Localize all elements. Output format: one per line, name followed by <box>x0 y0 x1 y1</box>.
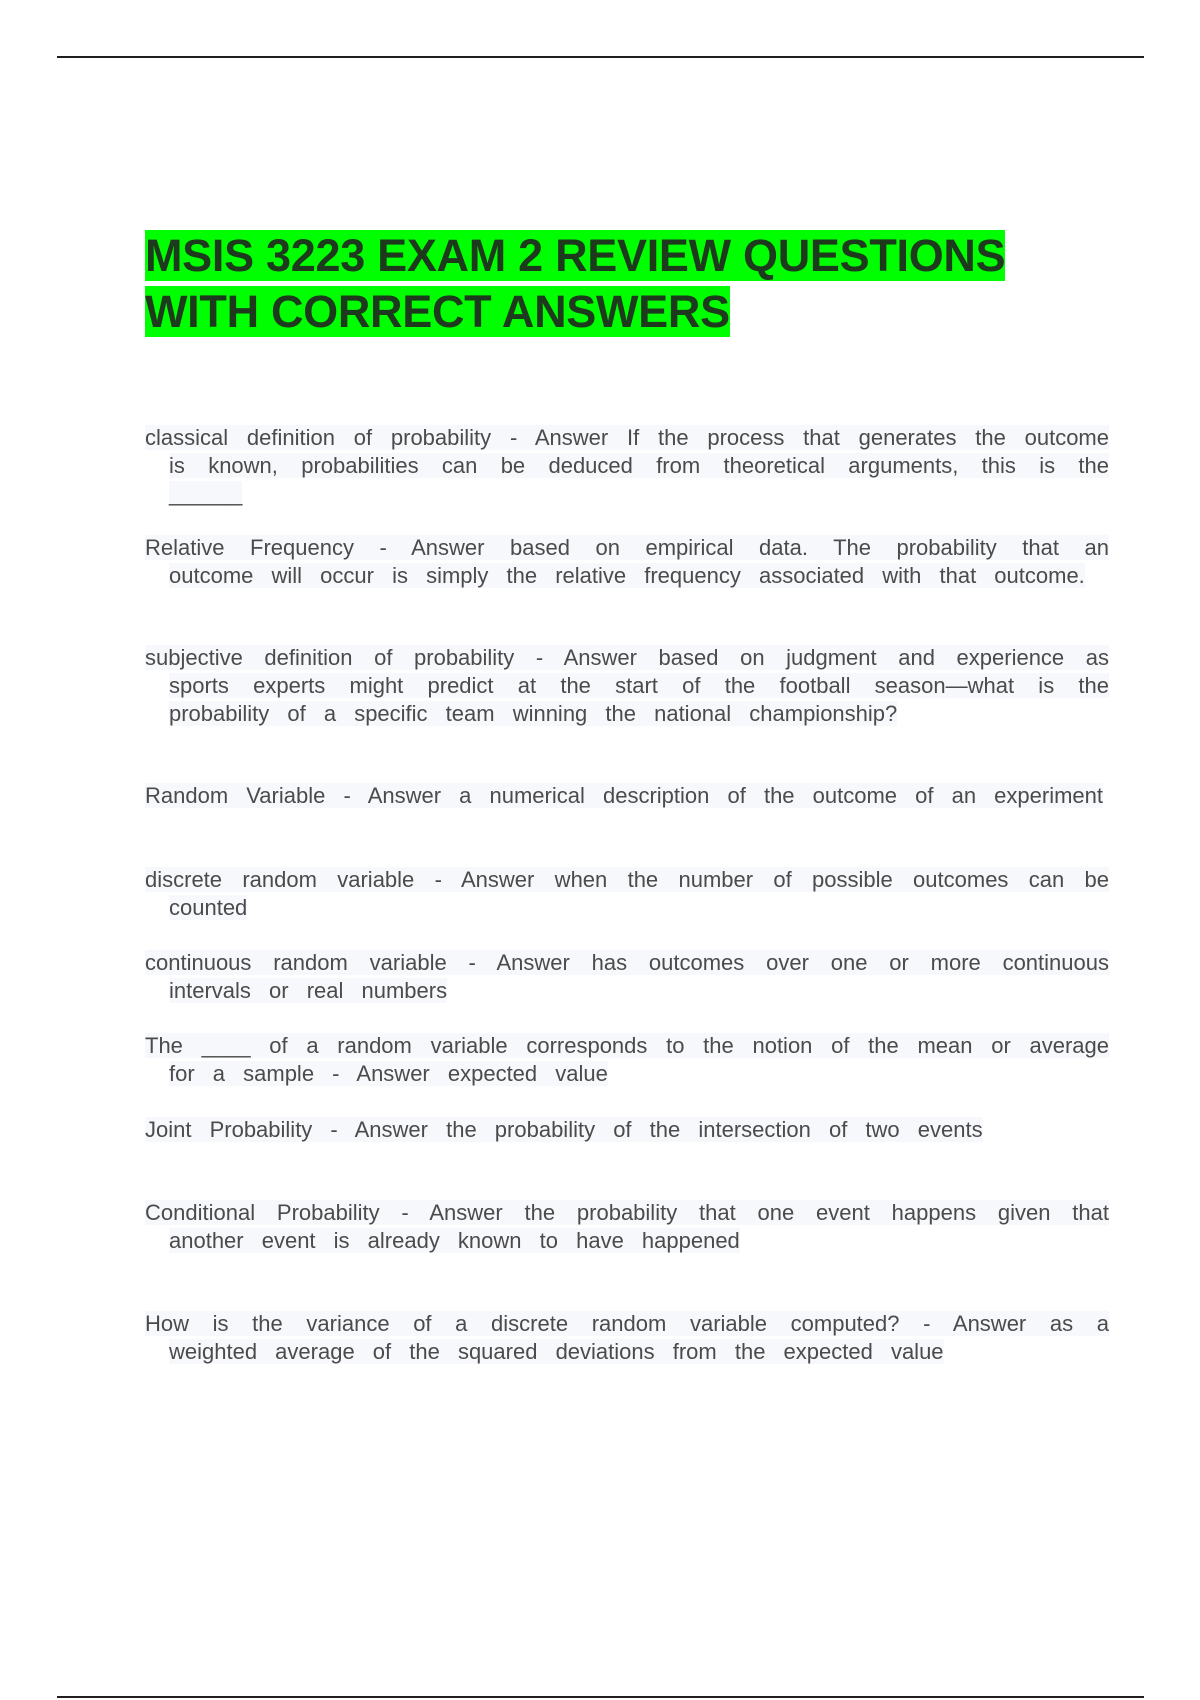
qa-item-relative-frequency <box>145 534 1109 590</box>
qa-item-discrete-random-variable <box>145 866 1109 922</box>
footer-rule <box>57 1696 1144 1698</box>
qa-text: continuous random variable - Answer has outcomes over one or more continuous intervals or real numbers <box>145 950 1109 1003</box>
qa-item-continuous-random-variable <box>145 949 1109 1005</box>
qa-text: Relative Frequency - Answer based on empirical data. The probability that an outcome will occur is simply the relative frequency associated with that outcome. <box>145 535 1109 588</box>
qa-item-conditional-probability <box>145 1199 1109 1255</box>
qa-item-subjective-probability <box>145 644 1109 728</box>
document-title <box>145 228 1085 340</box>
qa-text: Joint Probability - Answer the probability of the intersection of two events <box>145 1117 983 1142</box>
qa-text: subjective definition of probability - Answer based on judgment and experience as sports experts might predict at the start of the football season—what is the probability of a specific team winning the national championship? <box>145 645 1109 726</box>
qa-item-classical-probability <box>145 424 1109 508</box>
qa-item-joint-probability <box>145 1116 1109 1144</box>
qa-text: How is the variance of a discrete random variable computed? - Answer as a weighted average of the squared deviations from the expected value <box>145 1311 1109 1364</box>
qa-text: discrete random variable - Answer when the number of possible outcomes can be counted <box>145 867 1109 920</box>
qa-item-expected-value <box>145 1032 1109 1088</box>
qa-item-random-variable <box>145 782 1109 810</box>
qa-item-variance-computation <box>145 1310 1109 1366</box>
title-highlight: MSIS 3223 EXAM 2 REVIEW QUESTIONS WITH CORRECT ANSWERS <box>145 230 1006 337</box>
qa-text: Conditional Probability - Answer the probability that one event happens given that another event is already known to have happened <box>145 1200 1109 1253</box>
qa-text: The ____ of a random variable corresponds to the notion of the mean or average for a sample - Answer expected value <box>145 1033 1109 1086</box>
qa-text: Random Variable - Answer a numerical description of the outcome of an experiment <box>145 783 1104 808</box>
header-rule <box>57 56 1144 58</box>
qa-text: classical definition of probability - Answer If the process that generates the outcome is known, probabilities can be deduced from theoretical arguments, this is the ______ <box>145 425 1109 506</box>
